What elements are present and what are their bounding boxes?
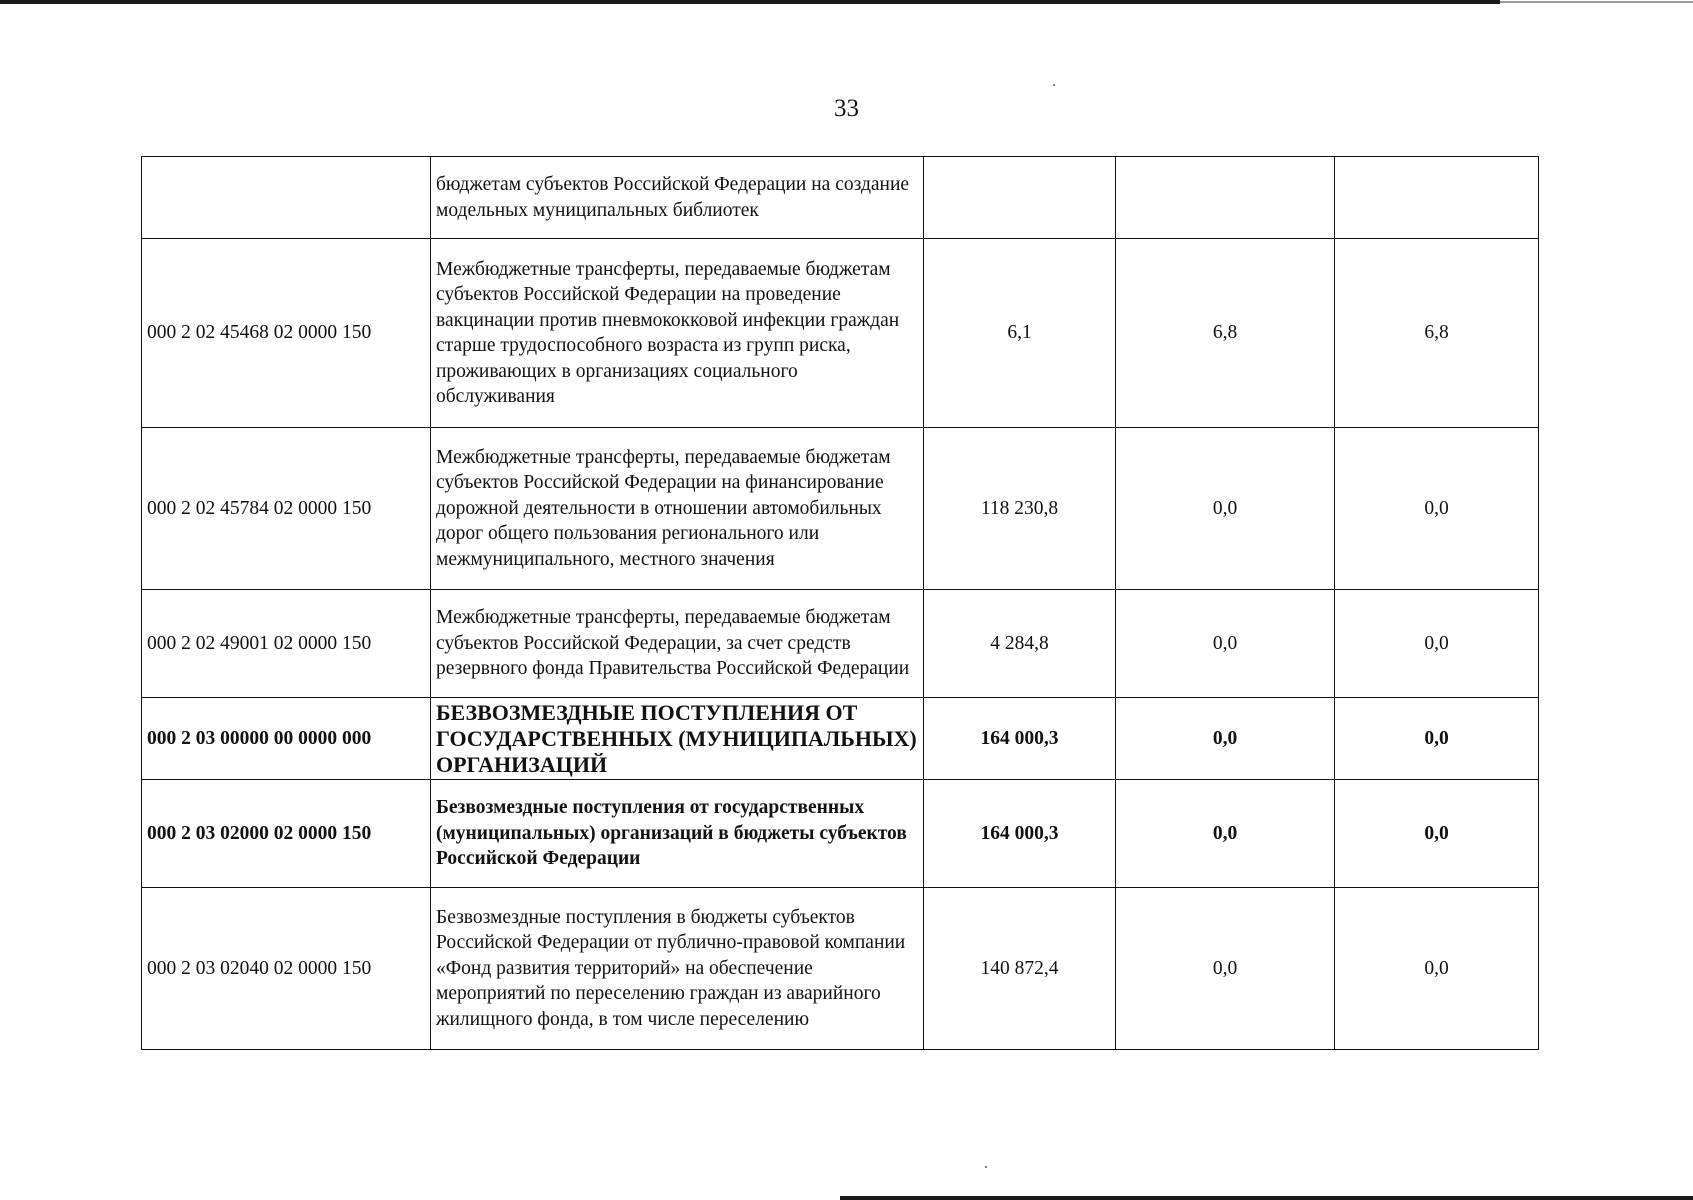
budget-revenue-table (141, 156, 1539, 1050)
value-year-3-cell: 0,0 (1335, 888, 1539, 1050)
item-name-cell: Безвозмездные поступления от государственных (муниципальных) организаций в бюджеты субъектов Российской Федерации (431, 780, 924, 888)
value-year-1-cell (924, 157, 1116, 239)
item-name-cell: БЕЗВОЗМЕЗДНЫЕ ПОСТУПЛЕНИЯ ОТ ГОСУДАРСТВЕННЫХ (МУНИЦИПАЛЬНЫХ) ОРГАНИЗАЦИЙ (431, 698, 924, 780)
table-row (142, 888, 1539, 1050)
value-year-2-cell: 0,0 (1116, 888, 1335, 1050)
value-year-2-cell: 0,0 (1116, 698, 1335, 780)
value-year-3-cell: 0,0 (1335, 698, 1539, 780)
item-name-cell: Межбюджетные трансферты, передаваемые бюджетам субъектов Российской Федерации на проведение вакцинации против пневмококковой инфекции граждан старше трудоспособного возраста из групп риска, проживающих в организациях социального обслуживания (431, 239, 924, 428)
budget-code-cell: 000 2 03 02000 02 0000 150 (142, 780, 431, 888)
item-name-cell: Межбюджетные трансферты, передаваемые бюджетам субъектов Российской Федерации на финансирование дорожной деятельности в отношении автомобильных дорог общего пользования регионального или межмуниципального, местного значения (431, 428, 924, 590)
table-row (142, 239, 1539, 428)
value-year-3-cell: 0,0 (1335, 590, 1539, 698)
scan-speck (985, 1166, 987, 1168)
value-year-2-cell: 0,0 (1116, 428, 1335, 590)
value-year-2-cell: 6,8 (1116, 239, 1335, 428)
value-year-3-cell: 6,8 (1335, 239, 1539, 428)
budget-code-cell: 000 2 03 00000 00 0000 000 (142, 698, 431, 780)
value-year-1-cell: 4 284,8 (924, 590, 1116, 698)
value-year-1-cell: 164 000,3 (924, 780, 1116, 888)
table-row (142, 590, 1539, 698)
item-name-cell: бюджетам субъектов Российской Федерации на создание модельных муниципальных библиотек (431, 157, 924, 239)
item-name-cell: Межбюджетные трансферты, передаваемые бюджетам субъектов Российской Федерации, за счет средств резервного фонда Правительства Российской Федерации (431, 590, 924, 698)
item-name-cell: Безвозмездные поступления в бюджеты субъектов Российской Федерации от публично-правовой компании «Фонд развития территорий» на обеспечение мероприятий по переселению граждан из аварийного жилищного фонда, в том числе переселению (431, 888, 924, 1050)
page-number: 33 (834, 95, 859, 122)
table-row (142, 698, 1539, 780)
scan-edge-top (0, 0, 1500, 4)
value-year-1-cell: 164 000,3 (924, 698, 1116, 780)
budget-code-cell: 000 2 02 45468 02 0000 150 (142, 239, 431, 428)
value-year-2-cell: 0,0 (1116, 780, 1335, 888)
budget-code-cell: 000 2 03 02040 02 0000 150 (142, 888, 431, 1050)
table-row (142, 780, 1539, 888)
table-row (142, 157, 1539, 239)
table-row (142, 428, 1539, 590)
value-year-1-cell: 118 230,8 (924, 428, 1116, 590)
value-year-3-cell: 0,0 (1335, 428, 1539, 590)
value-year-2-cell (1116, 157, 1335, 239)
value-year-2-cell: 0,0 (1116, 590, 1335, 698)
scan-edge-bottom (840, 1196, 1693, 1200)
budget-code-cell (142, 157, 431, 239)
budget-code-cell: 000 2 02 49001 02 0000 150 (142, 590, 431, 698)
budget-code-cell: 000 2 02 45784 02 0000 150 (142, 428, 431, 590)
value-year-3-cell (1335, 157, 1539, 239)
value-year-1-cell: 140 872,4 (924, 888, 1116, 1050)
scan-edge-top-fade (1500, 1, 1693, 3)
value-year-3-cell: 0,0 (1335, 780, 1539, 888)
value-year-1-cell: 6,1 (924, 239, 1116, 428)
scan-speck (1053, 84, 1055, 86)
